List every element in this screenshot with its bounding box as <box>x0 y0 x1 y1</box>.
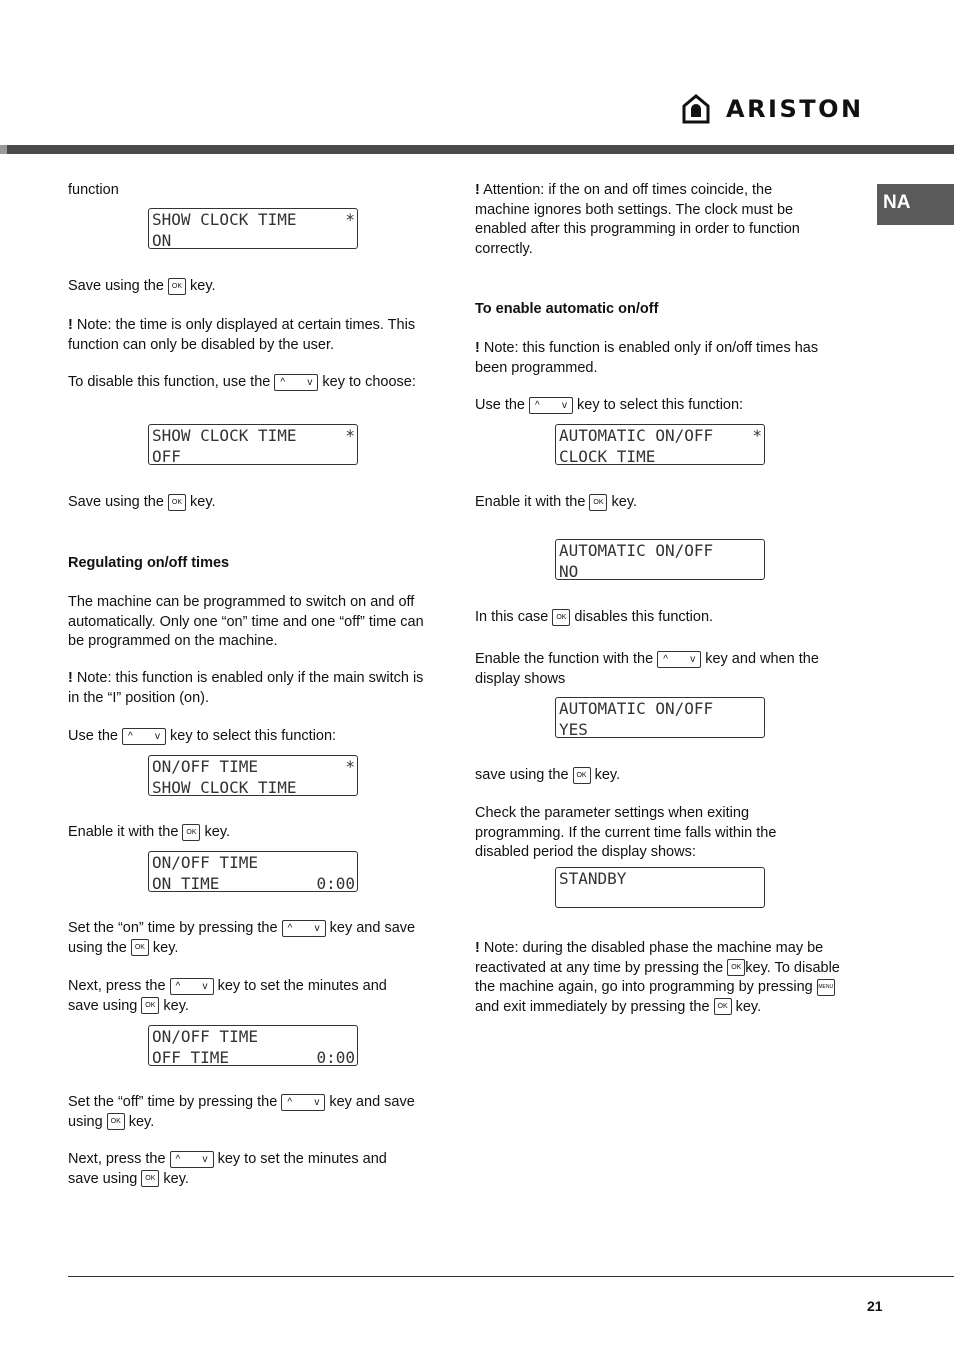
up-down-key-icon: ^ v <box>282 920 326 937</box>
ok-key-icon: OK <box>141 1170 159 1187</box>
set-minutes-instruction-1: Next, press the ^ v key to set the minutes and save using OK key. <box>68 978 387 1014</box>
intro-paragraph: The machine can be programmed to switch on and off automatically. Only one “on” time and one “off” time can be programmed on the machine. <box>68 594 424 649</box>
lcd-line1: AUTOMATIC ON/OFF <box>559 426 714 445</box>
set-minutes-instruction-2: Next, press the ^ v key to set the minutes and save using OK key. <box>68 1151 387 1187</box>
lcd-line1: ON/OFF TIME <box>152 1027 258 1046</box>
enable-function-instruction: Enable the function with the ^ v key and when the display shows <box>475 651 819 687</box>
up-down-key-icon: ^ v <box>657 651 701 668</box>
lcd-line1: ON/OFF TIME <box>152 853 258 872</box>
lcd-display-automatic-clock <box>555 424 765 465</box>
lcd-display-show-clock-on <box>148 208 358 249</box>
ok-key-icon: OK <box>714 998 732 1015</box>
set-on-time-instruction: Set the “on” time by pressing the ^ v key and save using the OK key. <box>68 920 416 956</box>
lcd-line2: ON <box>152 231 172 250</box>
language-tab: NA <box>877 184 954 225</box>
ok-key-icon: OK <box>131 939 149 956</box>
lcd-line1: AUTOMATIC ON/OFF <box>559 541 714 560</box>
ok-key-icon: OK <box>141 997 159 1014</box>
up-down-key-icon: ^ v <box>529 397 573 414</box>
up-down-key-icon: ^ v <box>274 374 318 391</box>
lcd-display-on-time <box>148 851 358 892</box>
lcd-display-standby <box>555 867 765 908</box>
lcd-display-on-off-time <box>148 755 358 796</box>
lcd-line2: YES <box>559 720 588 739</box>
save-instruction-2: Save using the OK key. <box>68 494 216 510</box>
lcd-display-automatic-yes <box>555 697 765 738</box>
lcd-line2: OFF <box>152 447 181 466</box>
up-down-key-icon: ^ v <box>170 1151 214 1168</box>
brand-name: ARISTON <box>726 95 864 123</box>
ok-key-icon: OK <box>168 278 186 295</box>
footer-rule <box>68 1276 954 1277</box>
save-instruction-1: Save using the OK key. <box>68 278 216 294</box>
lcd-line2-right: 0:00 <box>316 874 355 893</box>
lcd-line2: OFF TIME <box>152 1048 230 1067</box>
brand-logo <box>682 94 864 124</box>
ok-key-icon: OK <box>727 959 745 976</box>
note-main-switch: ! Note: this function is enabled only if the main switch is in the “I” position (on). <box>68 670 424 706</box>
lcd-line2: SHOW CLOCK TIME <box>152 778 297 797</box>
enable-instruction: Enable it with the OK key. <box>475 494 638 510</box>
ok-key-icon: OK <box>573 767 591 784</box>
select-function-instruction: Use the ^ v key to select this function: <box>475 397 744 413</box>
lcd-display-automatic-no <box>555 539 765 580</box>
attention-coincide: ! Attention: if the on and off times coincide, the machine ignores both settings. The clock must be enabled after this programming in order to function correctly. <box>475 182 800 257</box>
lcd-line2: STANDBY <box>559 869 627 888</box>
lcd-line1: ON/OFF TIME <box>152 757 258 776</box>
disable-case-instruction: In this case OK disables this function. <box>475 609 714 625</box>
lcd-line1-right: * <box>752 426 762 445</box>
lcd-line1-right: * <box>345 210 355 229</box>
ok-key-icon: OK <box>107 1113 125 1130</box>
note-display-time: ! Note: the time is only displayed at certain times. This function can only be disabled by the user. <box>68 317 416 353</box>
note-on-off-programmed: ! Note: this function is enabled only if on/off times has been programmed. <box>475 340 819 376</box>
house-logo-icon <box>682 94 710 124</box>
menu-key-icon: MENU <box>817 979 835 996</box>
header-bar <box>0 145 954 154</box>
enable-instruction: Enable it with the OK key. <box>68 824 231 840</box>
select-function-instruction: Use the ^ v key to select this function: <box>68 728 337 744</box>
section-heading-on-off-times: Regulating on/off times <box>68 555 230 571</box>
lcd-display-off-time <box>148 1025 358 1066</box>
lcd-line2-right: 0:00 <box>316 1048 355 1067</box>
up-down-key-icon: ^ v <box>170 978 214 995</box>
note-reactivation: ! Note: during the disabled phase the machine may be reactivated at any time by pressing the OK key. To disable the machine again, go into programming by pressing MENU and exit immediately by pressing the OK key. <box>475 940 840 1015</box>
ok-key-icon: OK <box>552 609 570 626</box>
section-heading-automatic: To enable automatic on/off <box>475 301 659 317</box>
function-label: function <box>68 182 119 198</box>
lcd-line1-right: * <box>345 757 355 776</box>
up-down-key-icon: ^ v <box>281 1094 325 1111</box>
lcd-line1: SHOW CLOCK TIME <box>152 426 297 445</box>
disable-instruction: To disable this function, use the ^ v key to choose: <box>68 374 416 390</box>
up-down-key-icon: ^ v <box>122 728 166 745</box>
lcd-line2: NO <box>559 562 579 581</box>
check-parameters-paragraph: Check the parameter settings when exiting programming. If the current time falls within the disabled period the display shows: <box>475 805 777 860</box>
header-bar-cap <box>0 145 7 154</box>
lcd-line1: SHOW CLOCK TIME <box>152 210 297 229</box>
ok-key-icon: OK <box>168 494 186 511</box>
lcd-line2: ON TIME <box>152 874 220 893</box>
page-number: 21 <box>867 1298 883 1314</box>
ok-key-icon: OK <box>182 824 200 841</box>
set-off-time-instruction: Set the “off” time by pressing the ^ v key and save using OK key. <box>68 1094 415 1130</box>
lcd-line2: CLOCK TIME <box>559 447 656 466</box>
lcd-line1-right: * <box>345 426 355 445</box>
lcd-display-show-clock-off <box>148 424 358 465</box>
ok-key-icon: OK <box>589 494 607 511</box>
lcd-line1: AUTOMATIC ON/OFF <box>559 699 714 718</box>
save-instruction: save using the OK key. <box>475 767 621 783</box>
